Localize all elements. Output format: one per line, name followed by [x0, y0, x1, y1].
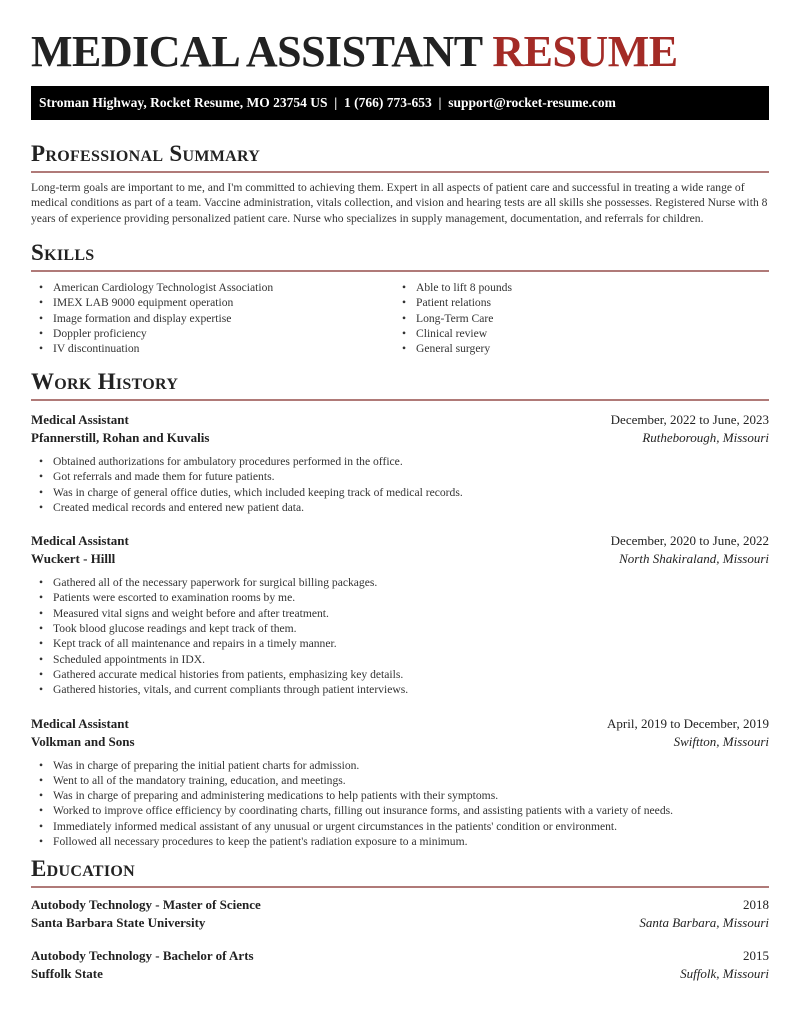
job-subheader — [31, 733, 769, 751]
job-location: North Shakiraland, Missouri — [619, 551, 769, 567]
skills-list-left — [31, 280, 394, 356]
education-subheader — [31, 914, 769, 932]
section-divider — [31, 886, 769, 888]
job-dates: December, 2020 to June, 2022 — [610, 533, 769, 549]
skill-item: • Image formation and display expertise — [31, 311, 394, 326]
skill-item: • IMEX LAB 9000 equipment operation — [31, 295, 394, 310]
job-bullet: • Took blood glucose readings and kept track of them. — [31, 621, 769, 636]
summary-section — [31, 141, 769, 226]
section-divider — [31, 399, 769, 401]
education-section — [31, 856, 769, 983]
section-divider — [31, 171, 769, 173]
education-school: Suffolk State — [31, 966, 103, 981]
job-bullets — [31, 454, 769, 515]
work-history-section — [31, 369, 769, 849]
job-bullet: • Kept track of all maintenance and repairs in a timely manner. — [31, 636, 769, 651]
education-subheader — [31, 965, 769, 983]
job-bullet: • Followed all necessary procedures to keep the patient's radiation exposure to a minimum. — [31, 834, 769, 849]
job-bullet: • Scheduled appointments in IDX. — [31, 652, 769, 667]
title-main: MEDICAL ASSISTANT — [31, 27, 482, 76]
job-entry — [31, 411, 769, 515]
skill-item: • Patient relations — [394, 295, 757, 310]
section-heading: Professional Summary — [31, 141, 261, 166]
education-entry — [31, 947, 769, 983]
job-title: Medical Assistant — [31, 533, 129, 549]
job-bullet: • Gathered all of the necessary paperwork for surgical billing packages. — [31, 575, 769, 590]
job-bullet: • Patients were escorted to examination rooms by me. — [31, 590, 769, 605]
summary-text: Long-term goals are important to me, and I'm committed to achieving them. Expert in all aspects of patient care and successful in treating a wide range of medical conditions as part of a team. Vaccine administration, vitals collection, and vision and hearing tests are all skills she possesses. Registered Nurse with 8 years of experience providing personalized patient care. Nurse who specializes in supply management, documentation, and referrals for children. — [31, 181, 768, 225]
job-dates: December, 2022 to June, 2023 — [610, 412, 769, 427]
job-bullet: • Gathered accurate medical histories from patients, emphasizing key details. — [31, 667, 769, 682]
skill-item: • IV discontinuation — [31, 341, 394, 356]
job-bullet: • Was in charge of preparing the initial patient charts for admission. — [31, 758, 769, 773]
skills-list-right — [394, 280, 757, 356]
job-bullets — [31, 575, 769, 697]
section-heading: Work History — [31, 369, 179, 394]
job-title: Medical Assistant — [31, 412, 129, 427]
job-header — [31, 411, 769, 429]
job-subheader — [31, 429, 769, 447]
job-bullet: • Obtained authorizations for ambulatory procedures performed in the office. — [31, 454, 769, 469]
education-entry — [31, 896, 769, 932]
education-degree: Autobody Technology - Master of Science — [31, 897, 261, 912]
education-year: 2015 — [743, 948, 769, 963]
contact-phone: 1 (766) 773-653 — [343, 95, 432, 110]
contact-address: Stroman Highway, Rocket Resume, MO 23754 US — [39, 95, 328, 110]
skill-item: • Able to lift 8 pounds — [394, 280, 757, 295]
job-title: Medical Assistant — [31, 715, 129, 731]
job-entry — [31, 715, 769, 850]
skill-item: • Clinical review — [394, 326, 757, 341]
job-bullet: • Gathered histories, vitals, and current compliants through patient interviews. — [31, 682, 769, 697]
title-accent: RESUME — [492, 27, 678, 76]
education-header — [31, 896, 769, 914]
job-bullet: • Immediately informed medical assistant of any unusual or urgent circumstances in the patients' condition or environment. — [31, 819, 769, 834]
job-header — [31, 715, 769, 733]
contact-email[interactable]: support@rocket-resume.com — [448, 95, 616, 110]
skills-section — [31, 240, 769, 356]
job-dates: April, 2019 to December, 2019 — [607, 715, 769, 731]
education-location: Santa Barbara, Missouri — [639, 915, 769, 930]
job-bullet: • Got referrals and made them for future patients. — [31, 469, 769, 484]
job-bullet: • Worked to improve office efficiency by coordinating charts, filling out insurance forms, and assisting patients with a variety of needs. — [31, 803, 769, 818]
job-bullet: • Was in charge of general office duties, which included keeping track of medical records. — [31, 485, 769, 500]
resume-title — [31, 26, 678, 77]
skill-item: • Doppler proficiency — [31, 326, 394, 341]
separator: | — [334, 95, 338, 110]
education-header — [31, 947, 769, 965]
job-subheader — [31, 550, 769, 568]
job-bullets — [31, 758, 769, 850]
job-company: Pfannerstill, Rohan and Kuvalis — [31, 430, 210, 445]
education-degree: Autobody Technology - Bachelor of Arts — [31, 948, 254, 963]
education-school: Santa Barbara State University — [31, 915, 206, 930]
separator: | — [438, 95, 442, 110]
skill-item: • Long-Term Care — [394, 311, 757, 326]
contact-bar — [31, 86, 769, 120]
section-divider — [31, 270, 769, 272]
job-header — [31, 532, 769, 550]
job-bullet: • Measured vital signs and weight before and after treatment. — [31, 606, 769, 621]
skill-item: • General surgery — [394, 341, 757, 356]
education-location: Suffolk, Missouri — [680, 966, 769, 981]
job-company: Volkman and Sons — [31, 733, 135, 749]
section-heading: Education — [31, 856, 135, 881]
job-entry — [31, 532, 769, 697]
job-location: Rutheborough, Missouri — [642, 430, 769, 445]
job-location: Swiftton, Missouri — [673, 733, 769, 749]
skill-item: • American Cardiology Technologist Association — [31, 280, 394, 295]
education-year: 2018 — [743, 897, 769, 912]
section-heading: Skills — [31, 240, 95, 265]
job-bullet: • Went to all of the mandatory training, education, and meetings. — [31, 773, 769, 788]
job-company: Wuckert - Hilll — [31, 551, 116, 567]
job-bullet: • Was in charge of preparing and administering medications to help patients with their symptoms. — [31, 788, 769, 803]
job-bullet: • Created medical records and entered new patient data. — [31, 500, 769, 515]
